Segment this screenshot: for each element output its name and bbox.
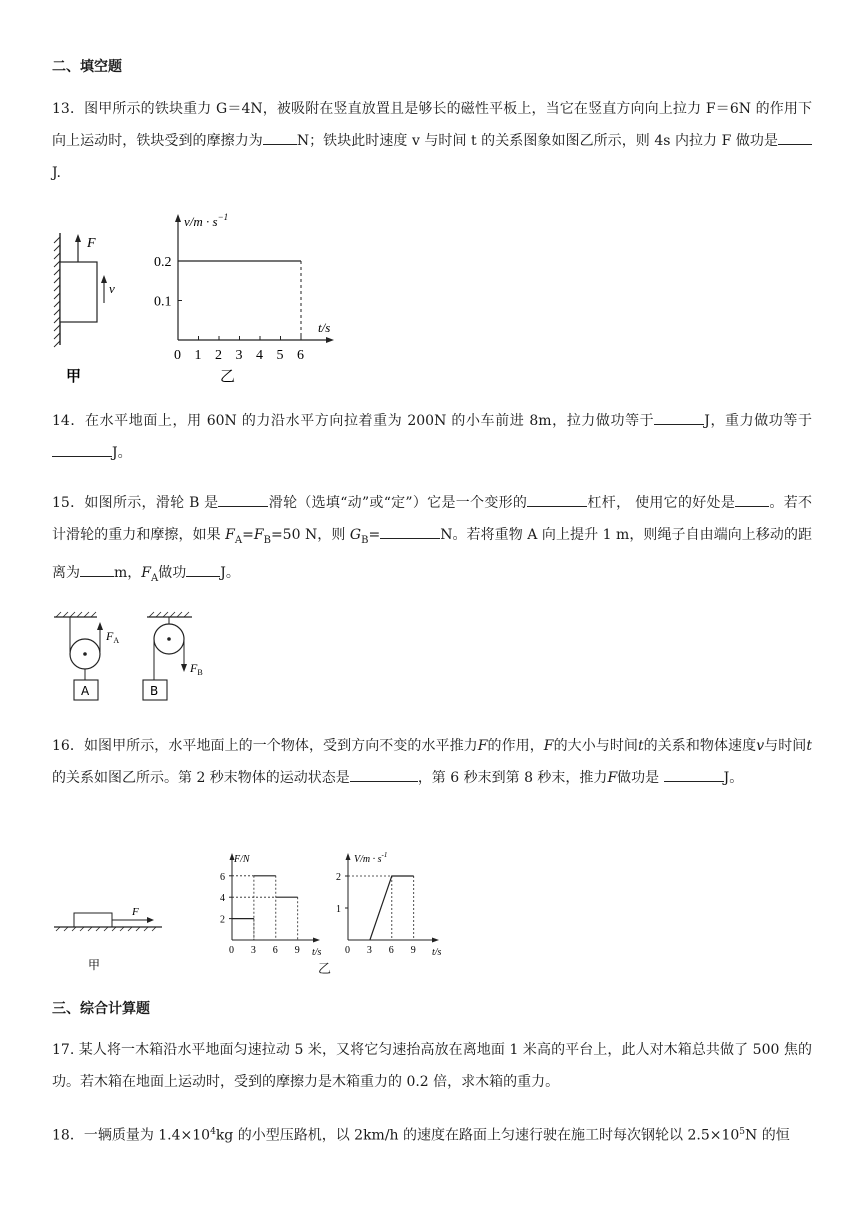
x-tick-label: 2 [215,348,222,363]
q13-blank-2[interactable] [778,129,812,145]
x-tick-label: 6 [272,945,278,956]
q15-fa2-sub: A [151,572,159,584]
chart-f-axes [230,853,321,943]
caption-yi-16: 乙 [318,962,332,977]
q16-f2: F [543,738,554,754]
q15-gb-sub: B [361,534,369,546]
q13-chart-yi [150,208,350,388]
q15-blank-3[interactable] [735,491,769,507]
q13-text-1: 13．图甲所示的铁块重力 G＝4N，被吸附在竖直放置且是够长的磁性平板上，当它在竖直方向向上拉力 F＝6N 的作用下向上运动时，铁块受到的摩擦力为 [52,101,812,149]
q14-text-3: J。 [112,445,132,461]
velocity-label: v [109,281,115,296]
ceiling-a [54,612,97,617]
weight-a-label: A [81,684,90,698]
fa-label: $F_A$ [106,629,120,645]
q15-fa-sub: A [234,534,243,546]
q15-text-9: 做功 [158,564,187,581]
question-16 [52,730,812,794]
q18-sup-2: 5 [739,1127,746,1137]
q15-text-10: J。 [220,564,240,581]
chart-v-xlabel: t/s [432,947,442,958]
x-tick-label: 3 [250,945,256,956]
q15-text-2: 滑轮（选填“动”或“定”）它是一个变形的 [268,495,528,511]
velocity-arrow-icon [101,275,107,303]
q16-text-2: 的作用， [487,738,544,754]
chart-yi-ylabel: $v/m \cdot s^{-1}$ [184,212,229,229]
q15-text-6: = [368,527,381,543]
q15-pulley-figure [52,610,222,710]
caption-jia-16: 甲 [88,958,101,972]
q16-text-9: J。 [723,770,744,786]
y-tick-label: 1 [336,904,341,915]
q15-blank-5[interactable] [80,561,114,577]
fb-label: $F_B$ [190,661,203,677]
q15-text-5: =50 N，则 [270,527,346,543]
y-tick-label: 2 [336,872,341,883]
chart-v-axes [346,853,440,943]
q16-text-3: 的大小与时间 [553,738,638,754]
q18-sup-1: 4 [210,1127,216,1137]
y-tick-label: 4 [220,893,225,905]
q17-text: 17. 某人将一木箱沿水平地面匀速拉动 5 米，又将它匀速抬高放在离地面 1 米高的平台上，此人对木箱总共做了 500 焦的功。若木箱在地面上运动时，受到的摩擦力是木箱重力的 0.2 倍，求木箱的重力。 [52,1042,812,1090]
q16-text-8: 做功是 [617,770,660,786]
q15-fb-sub: B [263,534,271,546]
section-title-calc: 三、综合计算题 [52,1001,150,1017]
ceiling-b [147,612,192,617]
q16-blank-2[interactable] [664,766,724,782]
q15-blank-1[interactable] [218,491,268,507]
q15-text-8: m， [114,564,142,581]
q16-f1: F [477,738,488,754]
x-tick-label: 4 [256,348,263,363]
q16-text-6: 的关系如图乙所示。第 2 秒末物体的运动状态是 [52,770,350,786]
caption-jia: 甲 [66,367,82,385]
x-tick-label: 3 [366,945,372,956]
q14-blank-1[interactable] [654,409,704,425]
x-tick-label: 1 [194,348,202,363]
q16-v1: v [756,738,765,754]
force-arrow-icon [75,234,81,262]
x-tick-label: 5 [276,348,284,363]
q18-text-3: N 的恒 [745,1127,790,1144]
q15-blank-2[interactable] [527,491,587,507]
chart-yi-xlabel: t/s [318,320,331,335]
q14-text-2: J，重力做功等于 [704,413,812,429]
x-tick-label: 0 [345,945,350,956]
object-block [74,913,112,927]
q15-text-3: 杠杆， 使用它的好处是 [587,495,736,511]
question-17 [52,1034,812,1098]
q15-blank-4[interactable] [380,523,440,539]
x-tick-label: 6 [388,945,394,956]
question-14 [52,405,812,469]
q13-text-2: N；铁块此时速度 v 与时间 t 的关系图象如图乙所示，则 4s 内拉力 F 做功是 [296,133,778,149]
q15-text-7: N。若将重物 A 向上提升 1 m，则绳子自由端向上移动的距离为 [52,527,813,581]
weight-b-label: B [150,684,159,698]
q16-figure-jia [52,895,172,975]
movable-pulley-a [70,617,103,680]
q15-blank-6[interactable] [186,561,220,577]
q15-text-1: 15．如图所示，滑轮 B 是 [52,495,219,511]
q16-f3: F [607,770,618,786]
question-15 [52,487,812,595]
q15-fb: F [253,527,264,543]
q18-text-1: 18．一辆质量为 1.4×10 [52,1127,211,1144]
y-tick-label: 2 [220,914,225,926]
y-tick-label: 6 [220,871,225,883]
q16-text-4: 的关系和物体速度 [643,738,757,754]
q13-figure-jia [52,225,122,385]
q16-chart-velocity [326,848,456,963]
fixed-pulley-b [154,617,187,680]
q16-t1: t [637,738,644,754]
q16-blank-1[interactable] [350,766,418,782]
caption-yi: 乙 [220,367,236,385]
q16-chart-force [212,848,332,963]
chart-v-ylabel: $V/m \cdot s^{-1}$ [354,851,388,865]
x-tick-label: 3 [235,348,243,363]
chart-f-xlabel: t/s [312,947,322,958]
section-title-fill-blank: 二、填空题 [52,59,122,75]
q15-text-4: 。若不计滑轮的重力和摩擦，如果 [52,495,813,543]
q15-fa2: F [141,564,151,581]
q15-fa: F [225,527,235,543]
x-tick-label: 6 [297,348,304,363]
q16-text-7: ，第 6 秒末到第 8 秒末，推力 [417,770,608,786]
q13-text-3: J. [52,165,61,181]
magnetic-wall [54,233,60,347]
push-force-label: F [132,906,139,918]
question-13 [52,93,812,189]
x-tick-label: 0 [229,945,234,956]
q15-gb: G [349,527,362,543]
x-tick-label: 9 [410,945,416,956]
question-18 [52,1116,812,1152]
iron-block [60,262,97,322]
chart-f-ylabel: F/N [234,854,250,865]
q15-eq: = [242,527,254,543]
x-tick-label: 0 [174,348,181,363]
q16-t2: t [806,738,813,754]
q14-blank-2[interactable] [52,441,112,457]
q16-text-1: 16．如图甲所示，水平地面上的一个物体，受到方向不变的水平推力 [52,738,478,754]
chart-axes [175,214,334,343]
q18-text-2: kg 的小型压路机，以 2km/h 的速度在路面上匀速行驶在施工时每次钢轮以 2.5×10 [215,1127,740,1144]
q13-blank-1[interactable] [263,129,297,145]
y-tick-label: 0.1 [154,294,172,310]
q16-text-5: 与时间 [764,738,807,754]
x-tick-label: 9 [294,945,300,956]
q14-text-1: 14．在水平地面上，用 60N 的力沿水平方向拉着重为 200N 的小车前进 8m，拉力做功等于 [52,413,655,429]
force-label: F [87,236,96,251]
y-tick-label: 0.2 [154,255,172,270]
